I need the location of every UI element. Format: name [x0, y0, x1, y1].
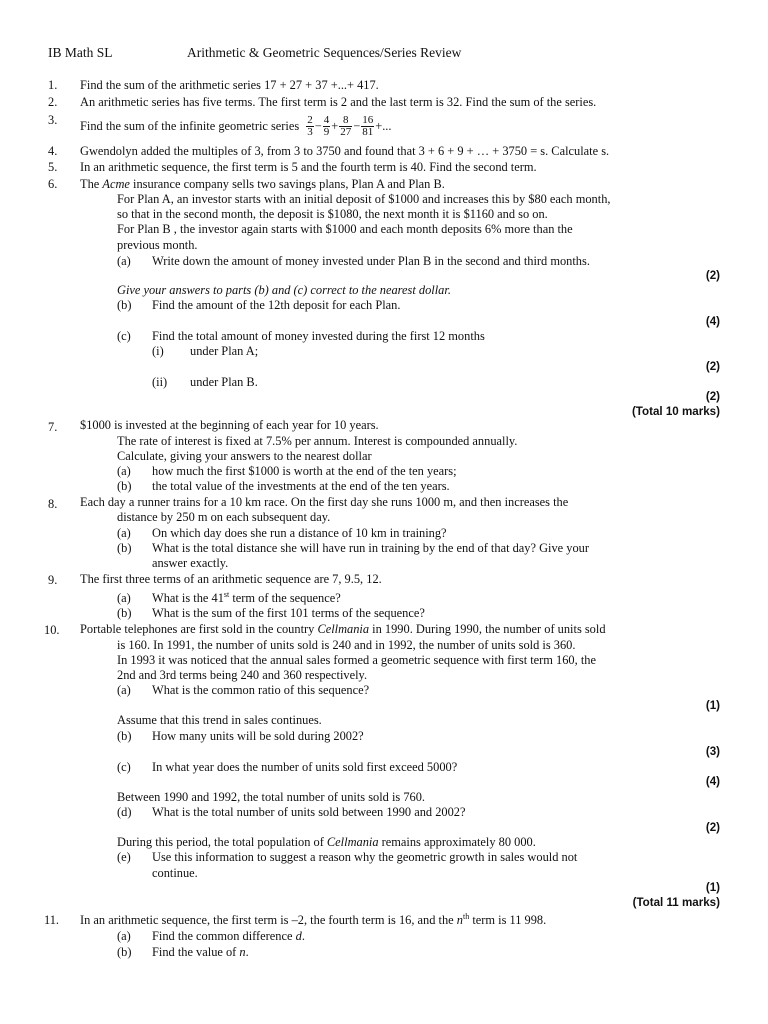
- total-marks: (Total 11 marks): [632, 896, 720, 909]
- subpart-label: (i): [152, 344, 164, 358]
- marks-label: (4): [705, 775, 720, 788]
- fraction: $\frac{4}{9}$: [323, 113, 330, 138]
- part-label: (c): [117, 760, 131, 774]
- subpart-text: under Plan B.: [190, 375, 258, 389]
- series-tail: +...: [375, 118, 392, 133]
- part-text: Use this information to suggest a reason why the geometric growth in sales would not: [152, 850, 578, 864]
- marks-label: (2): [705, 821, 720, 834]
- question-number: 4.: [48, 144, 58, 158]
- question-text: so that in the second month, the deposit is $1080, the next month it is $1160 and so on.: [117, 207, 548, 221]
- question-number: 9.: [48, 573, 58, 587]
- part-text: Find the common difference d.: [152, 929, 305, 943]
- question-text: Gwendolyn added the multiples of 3, from 3 to 3750 and found that 3 + 6 + 9 + … + 3750 = s. Calculate s.: [80, 144, 610, 158]
- part-text: the total value of the investments at the end of the ten years.: [152, 479, 450, 493]
- part-text: Write down the amount of money invested under Plan B in the second and third months.: [152, 254, 590, 268]
- part-text: continue.: [152, 866, 198, 880]
- question-text: distance by 250 m on each subsequent day.: [117, 510, 331, 524]
- question-text: Find the sum of the arithmetic series 17 + 27 + 37 +...+ 417.: [80, 78, 379, 92]
- question-text: Calculate, giving your answers to the nearest dollar: [117, 449, 372, 463]
- question-text: $1000 is invested at the beginning of each year for 10 years.: [80, 418, 379, 432]
- part-label: (d): [117, 805, 132, 819]
- part-label: (b): [117, 729, 132, 743]
- subpart-text: under Plan A;: [190, 344, 259, 358]
- question-number: 7.: [48, 420, 58, 434]
- page-title: Arithmetic & Geometric Sequences/Series Review: [187, 45, 462, 60]
- question-text: is 160. In 1991, the number of units sold is 240 and in 1992, the number of units sold is 360.: [117, 638, 576, 652]
- part-label: (a): [117, 683, 131, 697]
- part-label: (b): [117, 479, 132, 493]
- question-text: In an arithmetic sequence, the first term is 5 and the fourth term is 40. Find the second term.: [80, 160, 537, 174]
- marks-label: (1): [705, 881, 720, 894]
- question-number: 10.: [44, 623, 60, 637]
- question-text: Assume that this trend in sales continues.: [117, 713, 322, 727]
- part-text: What is the common ratio of this sequence?: [152, 683, 370, 697]
- part-text: Find the value of n.: [152, 945, 249, 959]
- question-text: During this period, the total population of Cellmania remains approximately 80 000.: [117, 835, 536, 849]
- part-text: What is the total distance she will have run in training by the end of that day? Give your: [152, 541, 589, 555]
- question-text: For Plan A, an investor starts with an initial deposit of $1000 and increases this by $80 each month,: [117, 192, 611, 206]
- question-text: previous month.: [117, 238, 198, 252]
- question-text: Portable telephones are first sold in the country Cellmania in 1990. During 1990, the number of units sold: [80, 622, 606, 636]
- question-text: Between 1990 and 1992, the total number of units sold is 760.: [117, 790, 426, 804]
- question-text: 2nd and 3rd terms being 240 and 360 respectively.: [117, 668, 368, 682]
- marks-label: (2): [705, 390, 720, 403]
- part-label: (a): [117, 929, 131, 943]
- country-name: Cellmania: [326, 835, 379, 849]
- marks-label: (3): [705, 745, 720, 758]
- operator: −: [353, 118, 361, 133]
- fraction: $\frac{16}{81}$: [362, 113, 374, 138]
- question-text-main: Find the sum of the infinite geometric series: [80, 118, 300, 133]
- instruction-note: Give your answers to parts (b) and (c) correct to the nearest dollar.: [117, 283, 451, 297]
- question-number: 2.: [48, 95, 58, 109]
- part-text: Find the total amount of money invested during the first 12 months: [152, 329, 485, 343]
- question-number: 5.: [48, 160, 58, 174]
- company-name: Acme: [102, 177, 130, 191]
- question-number: 6.: [48, 177, 58, 191]
- question-text: In an arithmetic sequence, the first term is –2, the fourth term is 16, and the $n^{th}$ term is 11 998.: [80, 911, 547, 927]
- part-text: What is the sum of the first 101 terms of the sequence?: [152, 606, 425, 620]
- question-number: 1.: [48, 78, 58, 92]
- question-text: In 1993 it was noticed that the annual sales formed a geometric sequence with first term 160, the: [117, 653, 596, 667]
- marks-label: (4): [705, 315, 720, 328]
- question-text: The first three terms of an arithmetic sequence are 7, 9.5, 12.: [80, 572, 382, 586]
- part-label: (b): [117, 945, 132, 959]
- operator: +: [331, 118, 339, 133]
- subpart-label: (ii): [152, 375, 168, 389]
- course-name: IB Math SL: [48, 45, 113, 60]
- part-text: How many units will be sold during 2002?: [152, 729, 364, 743]
- part-text: answer exactly.: [152, 556, 229, 570]
- part-label: (a): [117, 591, 131, 605]
- question-text: Each day a runner trains for a 10 km race. On the first day she runs 1000 m, and then increases the: [80, 495, 569, 509]
- part-text: In what year does the number of units sold first exceed 5000?: [152, 760, 458, 774]
- total-marks: (Total 10 marks): [631, 405, 720, 418]
- question-text: The Acme insurance company sells two savings plans, Plan A and Plan B.: [80, 177, 445, 191]
- part-text: Find the amount of the 12th deposit for each Plan.: [152, 298, 401, 312]
- part-label: (a): [117, 254, 131, 268]
- part-label: (b): [117, 541, 132, 555]
- part-text: What is the 41st term of the sequence?: [152, 589, 341, 605]
- fraction: $\frac{2}{3}$: [307, 113, 313, 138]
- question-text: The rate of interest is fixed at 7.5% per annum. Interest is compounded annually.: [117, 434, 518, 448]
- question-text: [80, 111, 391, 141]
- country-name: Cellmania: [317, 622, 370, 636]
- question-text: For Plan B , the investor again starts with $1000 and each month deposits 6% more than the: [117, 222, 573, 236]
- part-text: how much the first $1000 is worth at the end of the ten years;: [152, 464, 457, 478]
- marks-label: (1): [705, 699, 720, 712]
- part-label: (b): [117, 606, 132, 620]
- part-label: (a): [117, 464, 131, 478]
- part-label: (e): [117, 850, 131, 864]
- part-label: (b): [117, 298, 132, 312]
- question-number: 11.: [44, 913, 60, 927]
- part-label: (a): [117, 526, 131, 540]
- question-number: 3.: [48, 113, 58, 127]
- part-label: (c): [117, 329, 131, 343]
- question-number: 8.: [48, 497, 58, 511]
- question-text: An arithmetic series has five terms. The first term is 2 and the last term is 32. Find the sum of the series.: [80, 95, 597, 109]
- fraction: $\frac{8}{27}$: [340, 113, 352, 138]
- marks-label: (2): [705, 360, 720, 373]
- operator: −: [314, 118, 322, 133]
- part-text: What is the total number of units sold between 1990 and 2002?: [152, 805, 466, 819]
- part-text: On which day does she run a distance of 10 km in training?: [152, 526, 447, 540]
- marks-label: (2): [705, 269, 720, 282]
